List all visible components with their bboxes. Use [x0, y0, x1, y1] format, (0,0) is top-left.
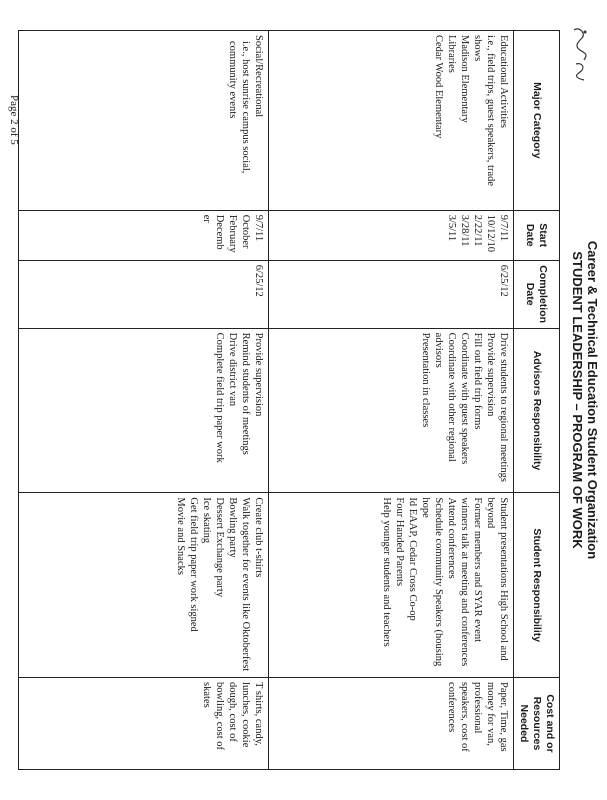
advisor-item: Provide supervision [253, 332, 264, 417]
title-line-2: STUDENT LEADERSHIP – PROGRAM OF WORK [570, 251, 585, 549]
start-value: 9/7/11 [253, 214, 264, 242]
student-item: Former members and SYAR event winners talk at meeting and conferences [459, 497, 483, 667]
student-item: Get field trip paper work signed [188, 497, 199, 632]
cell-major [269, 31, 514, 211]
cell-completion [269, 260, 514, 328]
start-value: 3/28/11 [459, 214, 470, 247]
start-value: er [201, 214, 212, 223]
page-number-text: Page 2 of 5 [8, 95, 20, 145]
header-student-responsibility: Student Responsibility [514, 493, 560, 678]
start-value: 10/12/10 [485, 214, 496, 253]
header-major-category: Major Category [514, 31, 560, 211]
student-item: Bowling party [227, 497, 238, 558]
start-value: October [240, 214, 251, 249]
document-title [570, 30, 600, 770]
advisor-item: Coordinate with guest speakers [459, 332, 470, 465]
advisor-item: Coordinate with other regional advisors [433, 332, 457, 462]
major-line: i.e., field trips, guest speakers, trade shows [472, 35, 496, 187]
advisor-item: Drive district van [227, 332, 238, 407]
cell-start [19, 210, 269, 260]
advisor-item: Complete field trip paper work [214, 332, 225, 463]
cell-start [269, 210, 514, 260]
cell-cost [19, 678, 269, 770]
advisor-item: Provide supervision [485, 332, 496, 417]
student-item: Schedule community Speakers (housing hope [420, 497, 444, 667]
table-header-row [514, 31, 560, 770]
cell-student [19, 493, 269, 678]
header-cost-resources: Cost and or Resources Needed [514, 678, 560, 770]
cell-student [269, 493, 514, 678]
student-item: Help younger students and teachers [381, 497, 392, 647]
cell-advisors [269, 328, 514, 493]
program-of-work-table [18, 30, 560, 770]
cell-completion [19, 260, 269, 328]
cell-advisors [19, 328, 269, 493]
cell-major [19, 31, 269, 211]
header-start-date: Start Date [514, 210, 560, 260]
table-row [19, 31, 269, 770]
major-title: Educational Activities [498, 35, 509, 129]
student-item: Student presentations High School and beyond [485, 497, 509, 661]
advisor-item: Drive students to regional meetings [498, 332, 509, 482]
rotated-content [10, 30, 600, 770]
major-line: Madison Elementary [459, 35, 470, 123]
header-advisors-responsibility: Advisors Responsibility [514, 328, 560, 493]
major-line: Cedar Wood Elementary [433, 35, 444, 139]
cost-text: Paper, Time, gas money for van, professional speakers, cost of conferences [446, 682, 509, 752]
major-line: Libraries [446, 35, 457, 73]
student-item: Four Handed Parents [394, 497, 405, 587]
major-line: i.e., host sunrise campus social, community events [227, 41, 251, 174]
student-item: Ice skating [201, 497, 212, 544]
start-value: 2/22/11 [472, 214, 483, 247]
completion-value: 6/25/12 [253, 264, 264, 297]
cost-text: T shirts, candy, lunches, cookie dough, cost of bowling, cost of skates [201, 682, 264, 750]
table-row [269, 31, 514, 770]
major-title: Social/Recreational [253, 35, 264, 118]
start-value: Decemb [214, 214, 225, 250]
student-item: Movie and Snacks [175, 497, 186, 575]
student-item: Attend conferences [446, 497, 457, 579]
student-item: Create club t-shirts [253, 497, 264, 578]
start-value: 3/5/11 [446, 214, 457, 242]
student-item: Id EAAP, Cedar Cross Co-op [407, 497, 418, 621]
header-completion-date: Completion Date [514, 260, 560, 328]
cell-cost [269, 678, 514, 770]
student-item: Dessert Exchange party [214, 497, 225, 598]
advisor-item: Fill out field trip forms [472, 332, 483, 430]
start-value: February [227, 214, 238, 253]
student-item: Walk together for events like Oktoberfest [240, 497, 251, 672]
title-line-1: Career & Technical Education Student Organization [585, 240, 600, 560]
advisor-item: Remind students of meetings [240, 332, 251, 455]
advisor-item: Presentation in classes [420, 332, 431, 428]
start-value: 9/7/11 [498, 214, 509, 242]
completion-value: 6/25/12 [498, 264, 509, 297]
